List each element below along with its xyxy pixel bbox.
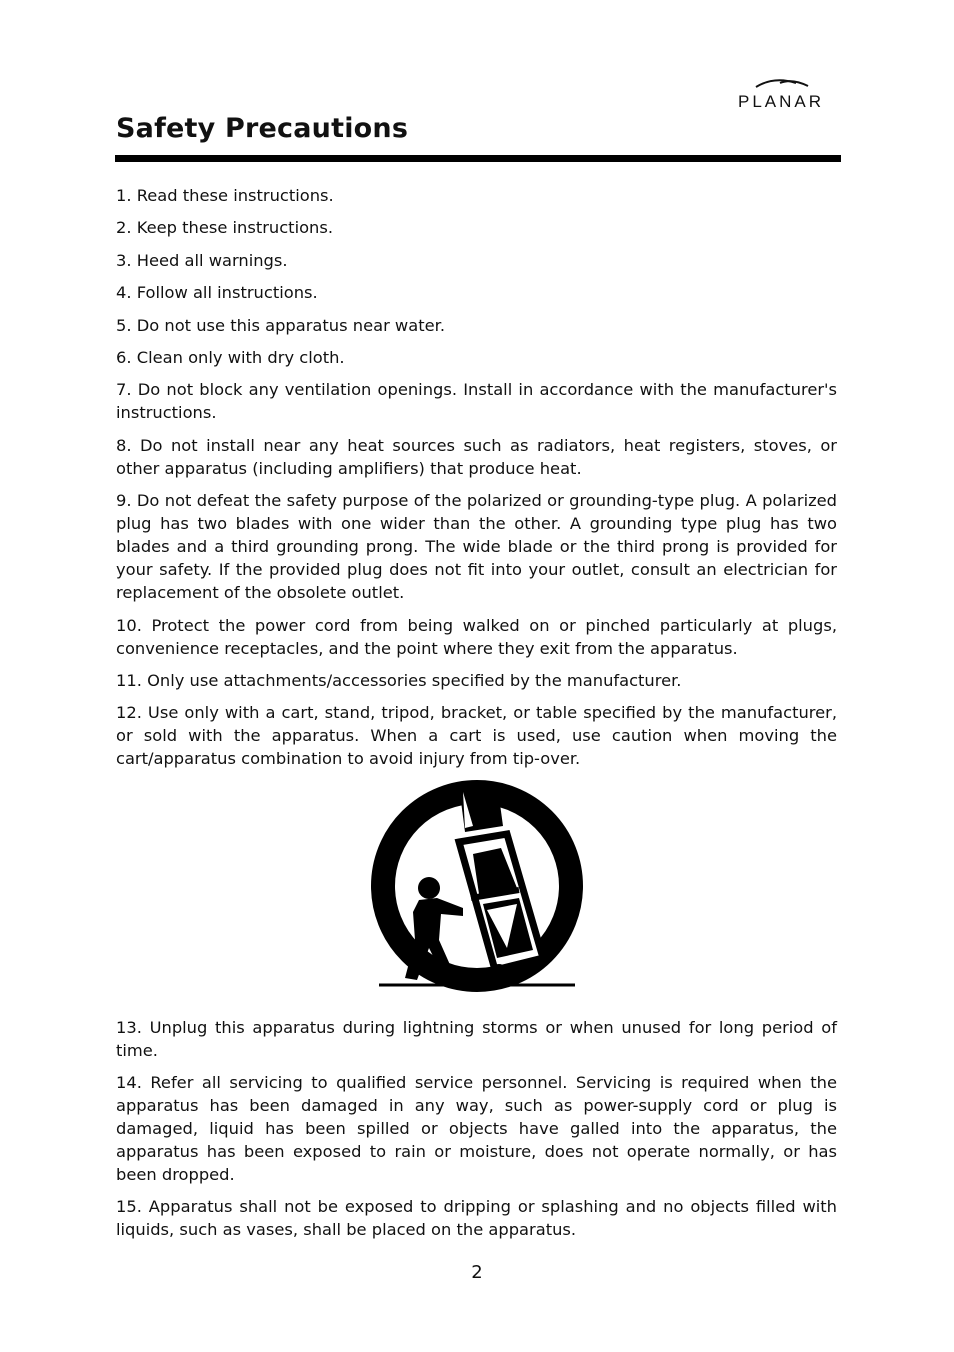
instruction-item: 5. Do not use this apparatus near water.	[116, 315, 446, 335]
title-rule	[115, 155, 841, 162]
instructions-list	[116, 184, 837, 1251]
instruction-item: 8. Do not install near any heat sources such as radiators, heat registers, stoves, or other apparatus (including amplifiers) that produce heat.	[116, 435, 837, 478]
instruction-item: 12. Use only with a cart, stand, tripod, bracket, or table specified by the manufacturer, or sold with the apparatus. When a cart is used, use caution when moving the cart/apparatus combination to avoid injury from tip-over.	[116, 703, 837, 769]
instruction-item: 15. Apparatus shall not be exposed to dripping or splashing and no objects filled with liquids, such as vases, shall be placed on the apparatus.	[116, 1197, 837, 1240]
instruction-item: 7. Do not block any ventilation openings. Install in accordance with the manufacturer's instructions.	[116, 380, 837, 423]
planar-swoosh-icon	[722, 74, 842, 94]
instruction-item: 3. Heed all warnings.	[116, 250, 288, 270]
planar-logo	[722, 74, 842, 116]
instruction-item: 13. Unplug this apparatus during lightning storms or when unused for long period of time.	[116, 1017, 837, 1060]
instruction-item: 2. Keep these instructions.	[116, 218, 334, 238]
page-number: 2	[471, 1262, 483, 1283]
instruction-item: 1. Read these instructions.	[116, 186, 334, 205]
instruction-item: 14. Refer all servicing to qualified service personnel. Servicing is required when the apparatus has been damaged in any way, such as power-supply cord or plug is damaged, liquid has been spilled or objects have galled into the apparatus, the apparatus has been exposed to rain or moisture, does not operate normally, or has been dropped.	[116, 1073, 837, 1185]
page-title: Safety Precautions	[116, 113, 409, 144]
instruction-item: 9. Do not defeat the safety purpose of the polarized or grounding-type plug. A polarized plug has two blades with one wider than the other. A grounding type plug has two blades and a third grounding prong. The wide blade or the third prong is provided for your safety. If the provided plug does not fit into your outlet, consult an electrician for replacement of the obsolete outlet.	[116, 491, 837, 603]
instruction-item: 4. Follow all instructions.	[116, 283, 318, 303]
brand-name: PLANAR	[737, 92, 825, 111]
instruction-item: 6. Clean only with dry cloth.	[116, 347, 345, 367]
instruction-item: 10. Protect the power cord from being walked on or pinched particularly at plugs, convenience receptacles, and the point where they exit from the apparatus.	[116, 615, 837, 658]
cart-tip-over-warning-icon	[367, 780, 587, 1002]
instruction-item: 11. Only use attachments/accessories specified by the manufacturer.	[116, 670, 682, 690]
